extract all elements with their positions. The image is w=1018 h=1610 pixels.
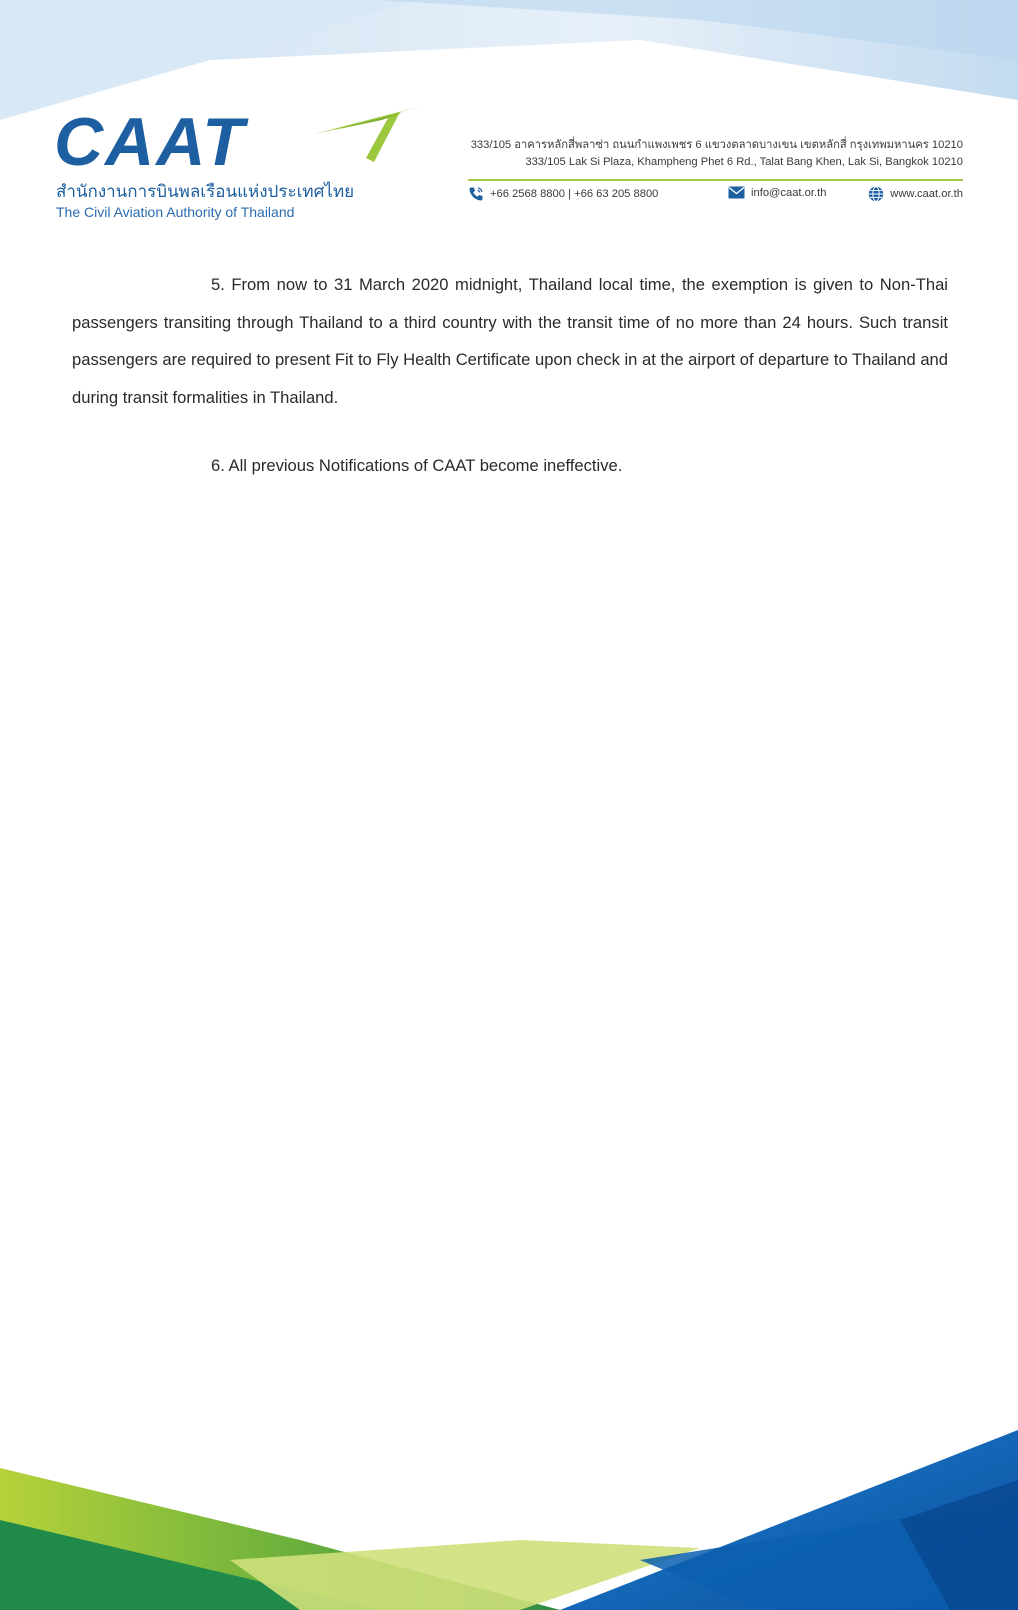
logo-wordmark: CAAT [54, 104, 246, 180]
phone-contact [468, 186, 658, 202]
phone-icon [468, 186, 484, 202]
logo-english-name: The Civil Aviation Authority of Thailand [56, 204, 295, 220]
website-contact [868, 186, 963, 202]
mail-icon [728, 186, 745, 199]
logo-swoosh-icon [304, 100, 424, 170]
header-divider [468, 179, 963, 181]
paragraph-6: 6. All previous Notifications of CAAT become ineffective. [211, 456, 623, 475]
email-contact [728, 186, 826, 199]
phone-number: +66 2568 8800 | +66 63 205 8800 [490, 188, 659, 200]
website-url[interactable]: www.caat.or.th [890, 188, 963, 200]
paragraph-5: 5. From now to 31 March 2020 midnight, Thailand local time, the exemption is given to Non-Thai passengers transiting through Thailand to a third country with the transit time of no more than 24 hours. Such transit passengers are required to present Fit to Fly Health Certificate upon check in at the airport of departure to Thailand and during transit formalities in Thailand. [72, 275, 948, 407]
caat-logo [54, 100, 384, 230]
address-block [468, 137, 963, 171]
document-body [72, 266, 948, 475]
globe-icon [868, 186, 884, 202]
contact-bar [468, 186, 963, 206]
address-thai: 333/105 อาคารหลักสี่พลาซ่า ถนนกำแพงเพชร 6 แขวงตลาดบางเขน เขตหลักสี่ กรุงเทพมหานคร 10210 [470, 139, 963, 151]
logo-thai-name: สำนักงานการบินพลเรือนแห่งประเทศไทย [56, 182, 355, 201]
address-english: 333/105 Lak Si Plaza, Khampheng Phet 6 Rd., Talat Bang Khen, Lak Si, Bangkok 10210 [525, 156, 963, 168]
email-address[interactable]: info@caat.or.th [751, 186, 827, 199]
